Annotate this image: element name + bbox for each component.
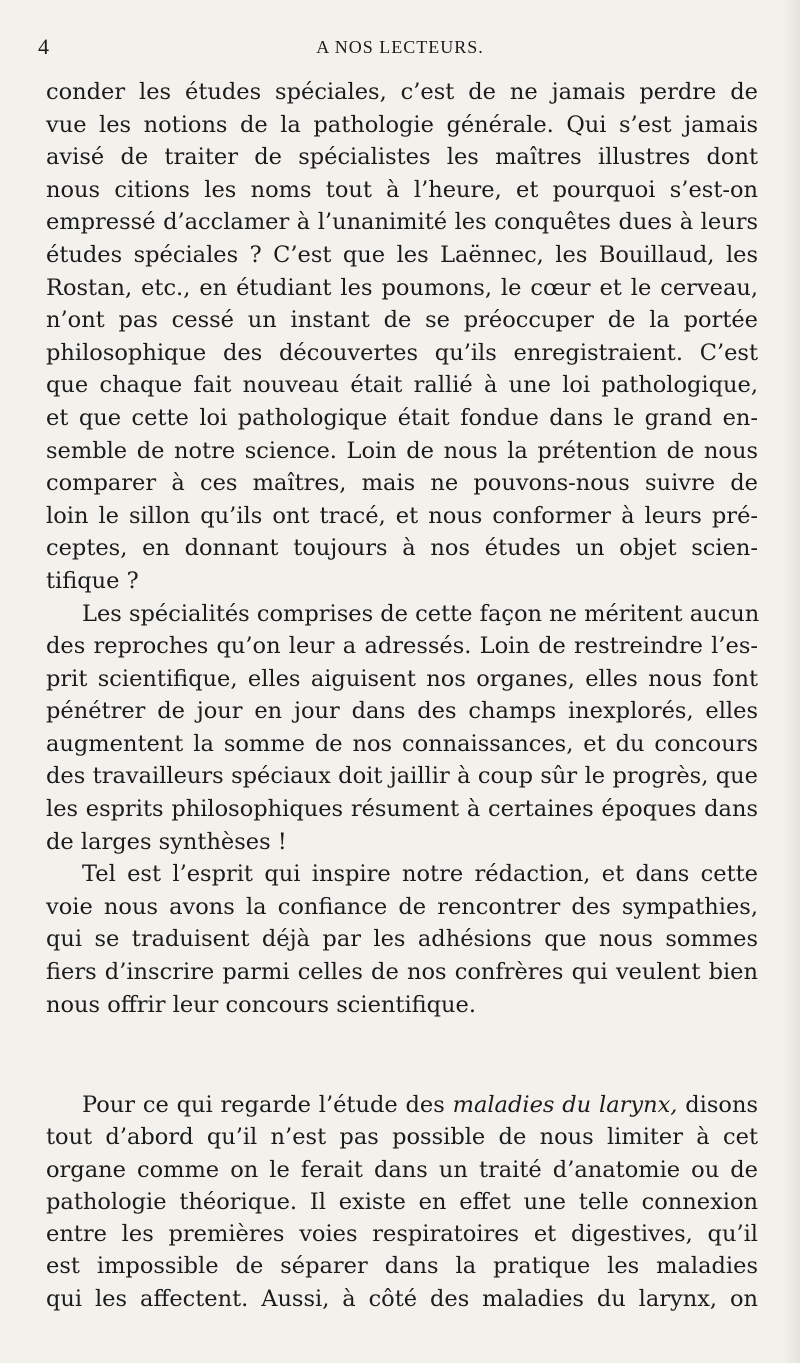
text-line	[46, 1089, 758, 1121]
text-line: qui se traduisent déjà par les adhésions que nous sommes	[46, 926, 758, 953]
text-line: augmentent la somme de nos connaissances, et du concours	[46, 730, 758, 757]
text-line: nous citions les noms tout à l’heure, et pourquoi s’est-on	[46, 176, 758, 203]
paragraph-continuation	[46, 76, 758, 598]
text-line: Rostan, etc., en étudiant les poumons, le cœur et le cerveau,	[46, 274, 758, 301]
text-line: fiers d’inscrire parmi celles de nos confrères qui veulent bien	[46, 959, 758, 986]
text-run: disons	[677, 1092, 758, 1118]
running-title: A NOS LECTEURS.	[316, 37, 484, 57]
text-line: n’ont pas cessé un instant de se préoccuper de la portée	[46, 307, 758, 334]
text-line: études spéciales ? C’est que les Laënnec, les Bouillaud, les	[46, 241, 758, 268]
text-line: empressé d’acclamer à l’unanimité les conquêtes dues à leurs	[46, 209, 758, 236]
text-line: qui les affectent. Aussi, à côté des maladies du larynx, on	[46, 1285, 758, 1312]
paragraph-redaction	[46, 858, 758, 1021]
text-line: Les spécialités comprises de cette façon ne méritent aucun	[82, 600, 760, 627]
text-line: organe comme on le ferait dans un traité d’anatomie ou de	[46, 1156, 758, 1183]
text-line: de larges synthèses !	[46, 828, 287, 855]
text-line: les esprits philosophiques résument à certaines époques dans	[46, 796, 758, 823]
text-line: est impossible de séparer dans la pratique les maladies	[46, 1253, 758, 1280]
text-line: tout d’abord qu’il n’est pas possible de nous limiter à cet	[46, 1124, 758, 1151]
text-line: loin le sillon qu’ils ont tracé, et nous conformer à leurs pré-	[46, 502, 758, 529]
text-line: des reproches qu’on leur a adressés. Loin de restreindre l’es-	[46, 633, 758, 660]
page-number: 4	[38, 34, 49, 59]
text-line: prit scientifique, elles aiguisent nos organes, elles nous font	[46, 665, 758, 692]
text-line: tifique ?	[46, 567, 139, 594]
text-line: nous offrir leur concours scientifique.	[46, 991, 477, 1018]
text-line: voie nous avons la confiance de rencontrer des sympathies,	[46, 893, 758, 920]
text-line: que chaque fait nouveau était rallié à une loi pathologique,	[46, 372, 758, 399]
paragraph-specialites	[46, 598, 758, 859]
text-line: pathologie théorique. Il existe en effet une telle connexion	[46, 1188, 758, 1215]
text-line: conder les études spéciales, c’est de ne jamais perdre de	[46, 79, 758, 105]
text-line: comparer à ces maîtres, mais ne pouvons-nous suivre de	[46, 470, 758, 497]
main-text	[46, 76, 758, 1021]
text-line: des travailleurs spéciaux doit jaillir à coup sûr le progrès, que	[46, 763, 758, 790]
text-line: ceptes, en donnant toujours à nos études un objet scien-	[46, 535, 758, 562]
paragraph-larynx	[46, 1089, 758, 1315]
text-line: Tel est l’esprit qui inspire notre rédaction, et dans cette	[82, 861, 758, 888]
text-line: philosophique des découvertes qu’ils enregistraient. C’est	[46, 339, 758, 366]
page-edge-shadow	[782, 0, 800, 1363]
text-line: pénétrer de jour en jour dans des champs inexplorés, elles	[46, 698, 758, 725]
text-line: et que cette loi pathologique était fondue dans le grand en-	[46, 404, 758, 431]
text-line: vue les notions de la pathologie générale. Qui s’est jamais	[46, 111, 758, 138]
text-run: Pour ce qui regarde l’étude des	[82, 1092, 453, 1118]
italic-term: maladies du larynx,	[452, 1092, 678, 1118]
text-line: semble de notre science. Loin de nous la prétention de nous	[46, 437, 758, 464]
text-line: avisé de traiter de spécialistes les maîtres illustres dont	[46, 144, 758, 171]
text-line: entre les premières voies respiratoires et digestives, qu’il	[46, 1221, 758, 1248]
